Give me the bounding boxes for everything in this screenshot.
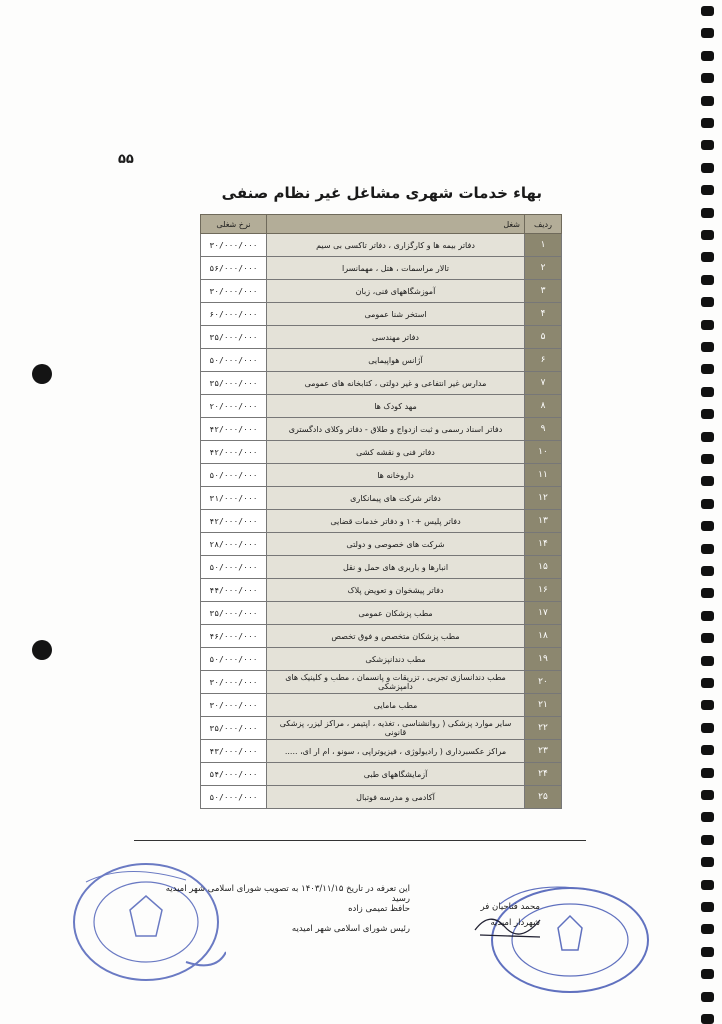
row-fee: ۴۲/۰۰۰/۰۰۰ <box>201 510 267 533</box>
table-row <box>201 763 562 786</box>
spiral-ring <box>701 51 714 61</box>
row-fee: ۵۰/۰۰۰/۰۰۰ <box>201 786 267 809</box>
spiral-ring <box>701 6 714 16</box>
spiral-ring <box>701 611 714 621</box>
table-row <box>201 717 562 740</box>
row-index: ۱۰ <box>525 441 562 464</box>
table-body <box>201 234 562 809</box>
table-row <box>201 234 562 257</box>
fee-table <box>200 214 562 809</box>
table-row <box>201 671 562 694</box>
row-job: دفاتر شرکت های پیمانکاری <box>267 487 525 510</box>
row-index: ۴ <box>525 303 562 326</box>
row-job: سایر موارد پزشکی ( روانشناسی ، تغذیه ، اپتیمر ، مراکز لیزر، پزشکی قانونی <box>267 717 525 740</box>
spiral-ring <box>701 320 714 330</box>
row-index: ۱ <box>525 234 562 257</box>
spiral-ring <box>701 566 714 576</box>
spiral-ring <box>701 163 714 173</box>
row-fee: ۴۲/۰۰۰/۰۰۰ <box>201 418 267 441</box>
spiral-ring <box>701 902 714 912</box>
row-job: استخر شنا عمومی <box>267 303 525 326</box>
row-job: مطب پزشکان عمومی <box>267 602 525 625</box>
row-index: ۸ <box>525 395 562 418</box>
row-index: ۱۴ <box>525 533 562 556</box>
table-row <box>201 579 562 602</box>
council-seal-stamp <box>66 852 226 992</box>
council-signer-title: رئیس شورای اسلامی شهر امیدیه <box>291 924 410 934</box>
row-job: مهد کودک ها <box>267 395 525 418</box>
row-index: ۱۹ <box>525 648 562 671</box>
row-fee: ۴۲/۰۰۰/۰۰۰ <box>201 441 267 464</box>
row-index: ۱۵ <box>525 556 562 579</box>
spiral-ring <box>701 835 714 845</box>
row-fee: ۳۵/۰۰۰/۰۰۰ <box>201 717 267 740</box>
row-job: دفاتر پیشخوان و تعویض پلاک <box>267 579 525 602</box>
spiral-ring <box>701 969 714 979</box>
spiral-ring <box>701 745 714 755</box>
row-job: مدارس غیر انتفاعی و غیر دولتی ، کتابخانه های عمومی <box>267 372 525 395</box>
spiral-ring <box>701 118 714 128</box>
spiral-ring <box>701 1014 714 1024</box>
spiral-ring <box>701 790 714 800</box>
row-job: داروخانه ها <box>267 464 525 487</box>
spiral-ring <box>701 96 714 106</box>
spiral-ring <box>701 342 714 352</box>
row-job: آژانس هواپیمایی <box>267 349 525 372</box>
spiral-ring <box>701 700 714 710</box>
spiral-ring <box>701 521 714 531</box>
row-index: ۲۵ <box>525 786 562 809</box>
spiral-ring <box>701 499 714 509</box>
table-row <box>201 625 562 648</box>
spiral-ring <box>701 454 714 464</box>
row-job: آزمایشگاههای طبی <box>267 763 525 786</box>
row-fee: ۳۰/۰۰۰/۰۰۰ <box>201 234 267 257</box>
governor-name: محمد فتاحیان فر <box>480 902 540 912</box>
spiral-ring <box>701 275 714 285</box>
spiral-ring <box>701 230 714 240</box>
governor-title: شهردار امیدیه <box>490 918 540 928</box>
table-header-row <box>201 215 562 234</box>
row-index: ۹ <box>525 418 562 441</box>
row-index: ۲۱ <box>525 694 562 717</box>
punch-hole <box>32 640 52 660</box>
row-job: آموزشگاههای فنی، زبان <box>267 280 525 303</box>
table-row <box>201 533 562 556</box>
spiral-ring <box>701 723 714 733</box>
row-job: مطب پزشکان متخصص و فوق تخصص <box>267 625 525 648</box>
signature-divider <box>134 840 586 841</box>
row-index: ۱۷ <box>525 602 562 625</box>
spiral-binding <box>692 0 720 1024</box>
table-row <box>201 280 562 303</box>
row-fee: ۳۰/۰۰۰/۰۰۰ <box>201 280 267 303</box>
row-index: ۲ <box>525 257 562 280</box>
row-fee: ۵۰/۰۰۰/۰۰۰ <box>201 464 267 487</box>
spiral-ring <box>701 364 714 374</box>
table-row <box>201 372 562 395</box>
spiral-ring <box>701 678 714 688</box>
spiral-ring <box>701 387 714 397</box>
table-row <box>201 510 562 533</box>
spiral-ring <box>701 140 714 150</box>
row-index: ۱۶ <box>525 579 562 602</box>
table-row <box>201 418 562 441</box>
row-index: ۲۴ <box>525 763 562 786</box>
column-header-job: شغل <box>267 215 525 234</box>
row-job: دفاتر پلیس +۱۰ و دفاتر خدمات قضایی <box>267 510 525 533</box>
spiral-ring <box>701 880 714 890</box>
row-fee: ۳۰/۰۰۰/۰۰۰ <box>201 671 267 694</box>
row-fee: ۵۰/۰۰۰/۰۰۰ <box>201 648 267 671</box>
spiral-ring <box>701 768 714 778</box>
spiral-ring <box>701 252 714 262</box>
row-job: مطب دندانسازی تجربی ، تزریقات و پانسمان ، مطب و کلینیک های دامپزشکی <box>267 671 525 694</box>
spiral-ring <box>701 857 714 867</box>
spiral-ring <box>701 409 714 419</box>
row-fee: ۳۵/۰۰۰/۰۰۰ <box>201 602 267 625</box>
row-fee: ۴۴/۰۰۰/۰۰۰ <box>201 579 267 602</box>
table-row <box>201 694 562 717</box>
row-index: ۱۸ <box>525 625 562 648</box>
table-row <box>201 556 562 579</box>
row-fee: ۳۵/۰۰۰/۰۰۰ <box>201 372 267 395</box>
row-fee: ۵۶/۰۰۰/۰۰۰ <box>201 257 267 280</box>
governor-signature <box>470 905 550 945</box>
row-job: دفاتر مهندسی <box>267 326 525 349</box>
row-fee: ۵۴/۰۰۰/۰۰۰ <box>201 763 267 786</box>
row-index: ۷ <box>525 372 562 395</box>
row-job: مراکز عکسبرداری ( رادیولوژی ، فیزیوتراپی ، سونو ، ام ار ای، ..... <box>267 740 525 763</box>
row-index: ۱۱ <box>525 464 562 487</box>
table-row <box>201 464 562 487</box>
row-job: تالار مراسمات ، هتل ، مهمانسرا <box>267 257 525 280</box>
spiral-ring <box>701 992 714 1002</box>
council-signer-name: حافظ تمیمی زاده <box>348 904 410 914</box>
spiral-ring <box>701 185 714 195</box>
table-row <box>201 602 562 625</box>
spiral-ring <box>701 633 714 643</box>
row-fee: ۵۰/۰۰۰/۰۰۰ <box>201 556 267 579</box>
spiral-ring <box>701 297 714 307</box>
row-fee: ۶۰/۰۰۰/۰۰۰ <box>201 303 267 326</box>
row-index: ۲۳ <box>525 740 562 763</box>
table-row <box>201 740 562 763</box>
row-job: دفاتر اسناد رسمی و ثبت ازدواج و طلاق - دفاتر وکلای دادگستری <box>267 418 525 441</box>
spiral-ring <box>701 73 714 83</box>
row-job: شرکت های خصوصی و دولتی <box>267 533 525 556</box>
table-row <box>201 257 562 280</box>
row-index: ۱۳ <box>525 510 562 533</box>
punch-hole <box>32 364 52 384</box>
table-row <box>201 648 562 671</box>
row-fee: ۵۰/۰۰۰/۰۰۰ <box>201 349 267 372</box>
spiral-ring <box>701 656 714 666</box>
spiral-ring <box>701 432 714 442</box>
document-title: بهاء خدمات شهری مشاغل غیر نظام صنفی <box>221 184 542 202</box>
row-job: دفاتر فنی و نقشه کشی <box>267 441 525 464</box>
row-job: آکادمی و مدرسه فوتبال <box>267 786 525 809</box>
row-fee: ۲۰/۰۰۰/۰۰۰ <box>201 395 267 418</box>
row-job: دفاتر بیمه ها و کارگزاری ، دفاتر تاکسی بی سیم <box>267 234 525 257</box>
row-index: ۵ <box>525 326 562 349</box>
table-row <box>201 395 562 418</box>
council-approval-note: این تعرفه در تاریخ ۱۴۰۳/۱۱/۱۵ به تصویب شورای اسلامی شهر امیدیه رسید <box>165 884 410 904</box>
page-number: ۵۵ <box>118 152 134 167</box>
row-job: مطب مامایی <box>267 694 525 717</box>
table-row <box>201 349 562 372</box>
table-row <box>201 487 562 510</box>
row-job: انبارها و باربری های حمل و نقل <box>267 556 525 579</box>
table-row <box>201 303 562 326</box>
spiral-ring <box>701 947 714 957</box>
row-fee: ۴۶/۰۰۰/۰۰۰ <box>201 625 267 648</box>
spiral-ring <box>701 208 714 218</box>
row-fee: ۳۰/۰۰۰/۰۰۰ <box>201 694 267 717</box>
row-fee: ۳۵/۰۰۰/۰۰۰ <box>201 326 267 349</box>
table-row <box>201 786 562 809</box>
column-header-index: ردیف <box>525 215 562 234</box>
spiral-ring <box>701 812 714 822</box>
row-index: ۱۲ <box>525 487 562 510</box>
row-index: ۲۰ <box>525 671 562 694</box>
spiral-ring <box>701 544 714 554</box>
spiral-ring <box>701 924 714 934</box>
spiral-ring <box>701 476 714 486</box>
row-fee: ۴۳/۰۰۰/۰۰۰ <box>201 740 267 763</box>
spiral-ring <box>701 588 714 598</box>
spiral-ring <box>701 28 714 38</box>
row-fee: ۲۸/۰۰۰/۰۰۰ <box>201 533 267 556</box>
table-row <box>201 441 562 464</box>
row-index: ۲۲ <box>525 717 562 740</box>
row-index: ۳ <box>525 280 562 303</box>
row-fee: ۳۱/۰۰۰/۰۰۰ <box>201 487 267 510</box>
row-job: مطب دندانپزشکی <box>267 648 525 671</box>
row-index: ۶ <box>525 349 562 372</box>
column-header-fee: نرخ شغلی <box>201 215 267 234</box>
table-row <box>201 326 562 349</box>
